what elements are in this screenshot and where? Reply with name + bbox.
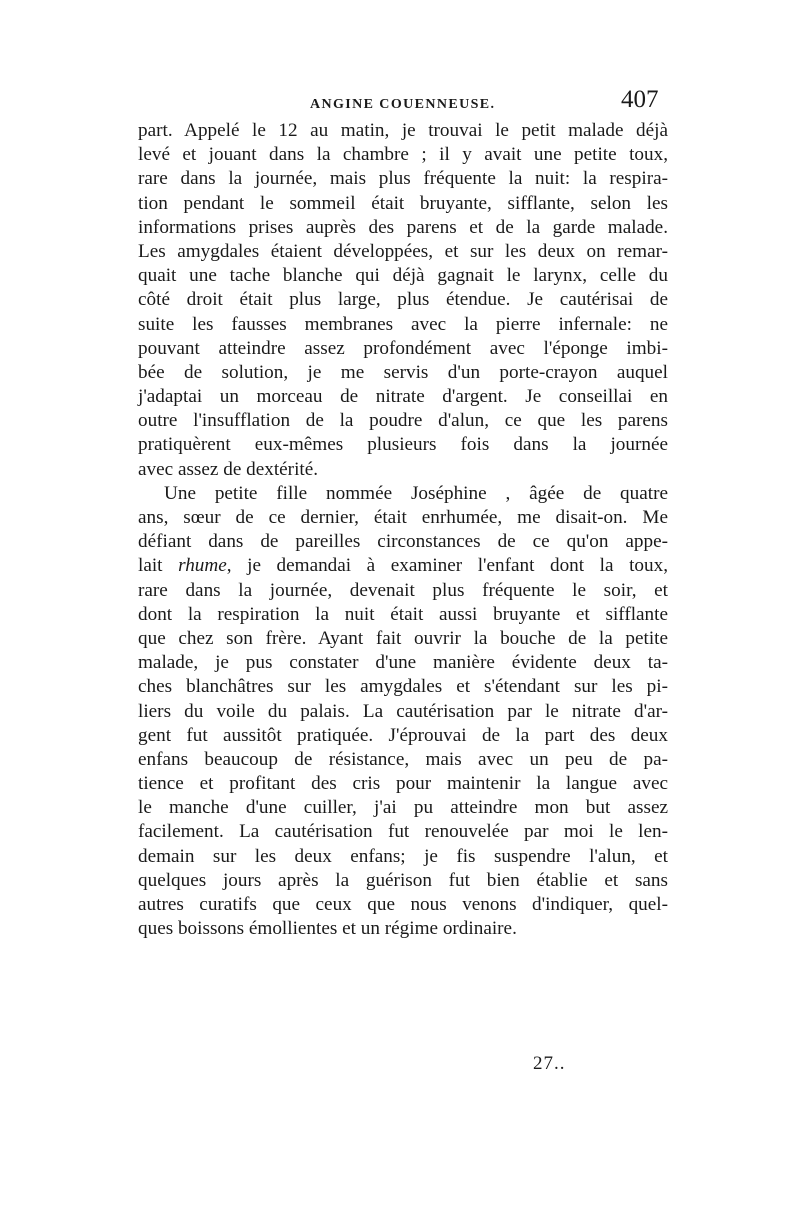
text-line: j'adaptai un morceau de nitrate d'argent. Je conseillai en [138, 386, 668, 408]
text-line: suite les fausses membranes avec la pierre infernale: ne [138, 313, 668, 335]
text-line: autres curatifs que ceux que nous venons d'indiquer, quel- [138, 894, 668, 915]
text-line: le manche d'une cuiller, j'ai pu atteindre mon but assez [138, 797, 668, 819]
text-line: ches blanchâtres sur les amygdales et s'étendant sur les pi- [138, 676, 668, 698]
text-line: Une petite fille nommée Joséphine , âgée de quatre [164, 482, 668, 504]
text-line: ans, sœur de ce dernier, était enrhumée, me disait-on. Me [138, 507, 668, 528]
text-line: dont la respiration la nuit était aussi bruyante et sifflante [138, 603, 668, 625]
running-title: ANGINE COUENNEUSE. [310, 97, 496, 112]
text-line: ques boissons émollientes et un régime ordinaire. [138, 918, 517, 940]
text-line: tience et profitant des cris pour maintenir la langue avec [138, 773, 668, 795]
text-line: demain sur les deux enfans; je fis suspendre l'alun, et [138, 845, 668, 867]
printer-signature-mark: 27.. [533, 1053, 566, 1074]
text-line: informations prises auprès des parens et de la garde malade. [138, 216, 668, 238]
text-line: facilement. La cautérisation fut renouvelée par moi le len- [138, 821, 668, 843]
text-line: Les amygdales étaient développées, et sur les deux on remar- [138, 240, 668, 262]
text-line: avec assez de dextérité. [138, 458, 319, 480]
text-line: malade, je pus constater d'une manière évidente deux ta- [138, 652, 668, 674]
text-line: défiant dans de pareilles circonstances de ce qu'on appe- [138, 531, 668, 553]
text-line: quait une tache blanche qui déjà gagnait le larynx, celle du [138, 265, 668, 287]
text-line: part. Appelé le 12 au matin, je trouvai le petit malade déjà [138, 120, 668, 141]
text-line: quelques jours après la guérison fut bien établie et sans [138, 869, 668, 891]
text-line: tion pendant le sommeil était bruyante, sifflante, selon les [138, 192, 668, 214]
italic-term: rhume [178, 555, 227, 577]
text-line: côté droit était plus large, plus étendue. Je cautérisai de [138, 289, 668, 311]
text-line: liers du voile du palais. La cautérisation par le nitrate d'ar- [138, 700, 668, 722]
text-line: outre l'insufflation de la poudre d'alun, ce que les parens [138, 410, 668, 432]
text-line: rare dans la journée, mais plus fréquente la nuit: la respira- [138, 168, 668, 190]
text-segment: , je demandai à examiner l'enfant dont la toux, [226, 555, 668, 577]
text-line: que chez son frère. Ayant fait ouvrir la bouche de la petite [138, 627, 668, 649]
body-text [138, 119, 668, 941]
text-line: pratiquèrent eux-mêmes plusieurs fois dans la journée [138, 434, 668, 456]
text-line-with-italic [138, 554, 668, 578]
text-line: rare dans la journée, devenait plus fréquente le soir, et [138, 579, 668, 601]
text-segment: lait [138, 555, 179, 577]
text-line: enfans beaucoup de résistance, mais avec un peu de pa- [138, 748, 668, 770]
page-number: 407 [621, 86, 659, 113]
text-line: levé et jouant dans la chambre ; il y avait une petite toux, [138, 144, 668, 166]
paragraph-1 [138, 119, 668, 482]
text-line: bée de solution, je me servis d'un porte-crayon auquel [138, 361, 668, 383]
paragraph-2 [138, 482, 668, 942]
text-line: gent fut aussitôt pratiquée. J'éprouvai de la part des deux [138, 724, 668, 746]
text-line: pouvant atteindre assez profondément avec l'éponge imbi- [138, 337, 668, 359]
